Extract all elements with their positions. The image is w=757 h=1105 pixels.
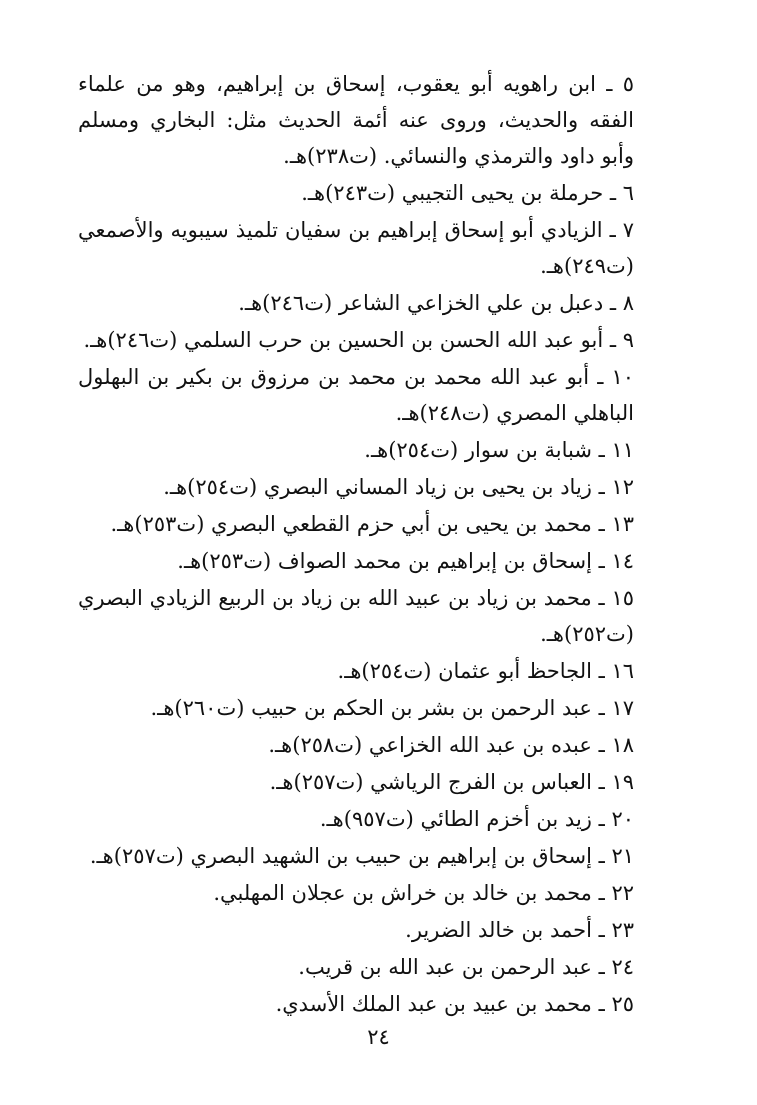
list-item: ٩ ـ أبو عبد الله الحسن بن الحسين بن حرب السلمي (ت٢٤٦)هـ. (83, 328, 634, 352)
list-item: ١٦ ـ الجاحظ أبو عثمان (ت٢٥٤)هـ. (337, 659, 634, 683)
page-body (78, 66, 674, 1023)
list-item: ٢١ ـ إسحاق بن إبراهيم بن حبيب بن الشهيد البصري (ت٢٥٧)هـ. (89, 844, 634, 868)
list-item: ١١ ـ شبابة بن سوار (ت٢٥٤)هـ. (364, 438, 634, 462)
list-item: ١٩ ـ العباس بن الفرج الرياشي (ت٢٥٧)هـ. (269, 770, 634, 794)
list-item: ١٣ ـ محمد بن يحيى بن أبي حزم القطعي البصري (ت٢٥٣)هـ. (110, 512, 634, 536)
list-item: ٧ ـ الزيادي أبو إسحاق إبراهيم بن سفيان تلميذ سيبويه والأصمعي (ت٢٤٩)هـ. (78, 218, 634, 278)
list-item: ١٥ ـ محمد بن زياد بن عبيد الله بن زياد بن الربيع الزيادي البصري (ت٢٥٢)هـ. (78, 586, 634, 646)
list-item: ٢٥ ـ محمد بن عبيد بن عبد الملك الأسدي. (275, 992, 634, 1016)
list-item: ٢٤ ـ عبد الرحمن بن عبد الله بن قريب. (298, 955, 634, 979)
list-item: ٨ ـ دعبل بن علي الخزاعي الشاعر (ت٢٤٦)هـ. (238, 291, 634, 315)
list-item: ٢٠ ـ زيد بن أخزم الطائي (ت٩٥٧)هـ. (319, 807, 634, 831)
list-item: ١٤ ـ إسحاق بن إبراهيم بن محمد الصواف (ت٢٥٣)هـ. (177, 549, 634, 573)
list-item: ٢٢ ـ محمد بن خالد بن خراش بن عجلان المهلبي. (213, 881, 634, 905)
page-number: ٢٤ (367, 1025, 390, 1049)
list-item: ١٠ ـ أبو عبد الله محمد بن محمد بن مرزوق بن بكير بن البهلول الباهلي المصري (ت٢٤٨)هـ. (78, 365, 634, 425)
list-item: ٢٣ ـ أحمد بن خالد الضرير. (405, 918, 634, 942)
list-item: ١٨ ـ عبده بن عبد الله الخزاعي (ت٢٥٨)هـ. (268, 733, 634, 757)
list-item: ٥ ـ ابن راهويه أبو يعقوب، إسحاق بن إبراهيم، وهو من علماء الفقه والحديث، وروى عنه أئمة الحديث مثل: البخاري ومسلم وأبو داود والترمذي والنسائي. (ت٢٣٨)هـ. (78, 72, 634, 168)
list-item: ١٢ ـ زياد بن يحيى بن زياد المساني البصري (ت٢٥٤)هـ. (163, 475, 634, 499)
list-item: ١٧ ـ عبد الرحمن بن بشر بن الحكم بن حبيب (ت٢٦٠)هـ. (150, 696, 634, 720)
list-item: ٦ ـ حرملة بن يحيى التجيبي (ت٢٤٣)هـ. (301, 181, 634, 205)
